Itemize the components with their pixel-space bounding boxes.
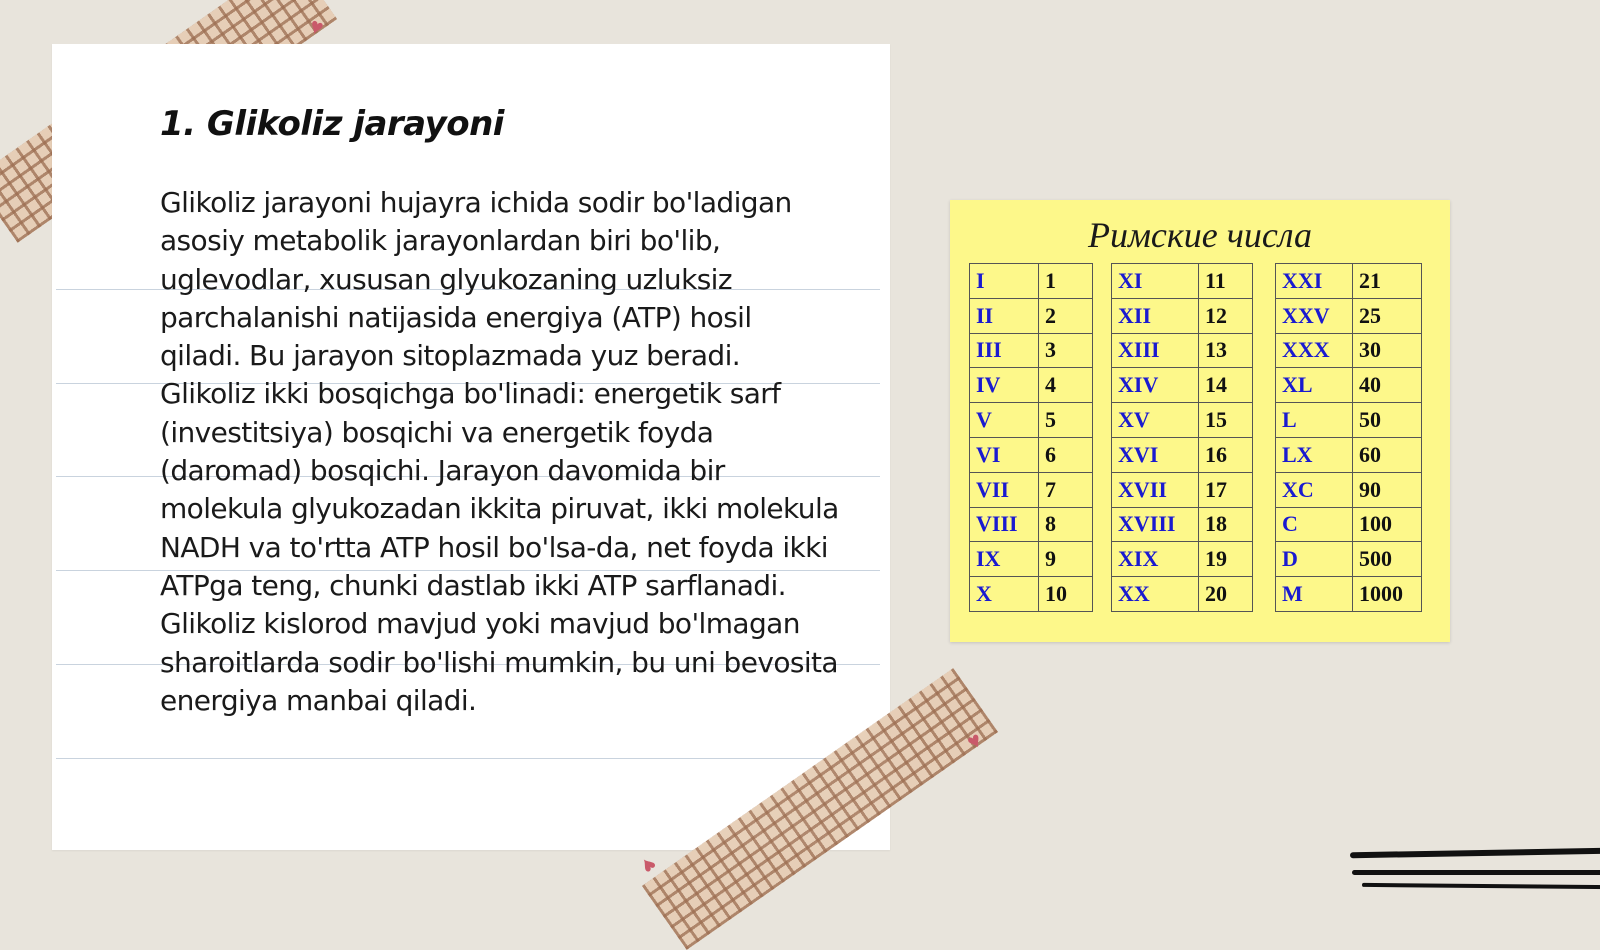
- arabic-number-cell: 4: [1039, 368, 1093, 403]
- arabic-number-cell: 30: [1353, 333, 1422, 368]
- table-row: [1276, 368, 1422, 403]
- slide-title: 1. Glikoliz jarayoni: [160, 104, 504, 144]
- table-row: [970, 472, 1093, 507]
- roman-numeral-cell: XIX: [1112, 542, 1199, 577]
- roman-numeral-cell: XV: [1112, 403, 1199, 438]
- arabic-number-cell: 1000: [1353, 577, 1422, 612]
- arabic-number-cell: 19: [1199, 542, 1253, 577]
- roman-numeral-cell: XXV: [1276, 298, 1353, 333]
- table-row: [1112, 403, 1253, 438]
- roman-numeral-cell: XVII: [1112, 472, 1199, 507]
- table-row: [1112, 368, 1253, 403]
- roman-numeral-cell: XVIII: [1112, 507, 1199, 542]
- roman-numeral-cell: XC: [1276, 472, 1353, 507]
- roman-numeral-cell: VIII: [970, 507, 1039, 542]
- note-paper: [52, 44, 890, 850]
- arabic-number-cell: 9: [1039, 542, 1093, 577]
- table-row: [1112, 542, 1253, 577]
- table-row: [1112, 264, 1253, 299]
- arabic-number-cell: 18: [1199, 507, 1253, 542]
- paper-rule: [56, 758, 880, 759]
- roman-numerals-table: [969, 263, 1093, 612]
- table-row: [970, 507, 1093, 542]
- roman-numeral-cell: D: [1276, 542, 1353, 577]
- roman-numeral-cell: XI: [1112, 264, 1199, 299]
- arabic-number-cell: 10: [1039, 577, 1093, 612]
- roman-numeral-cell: XIV: [1112, 368, 1199, 403]
- roman-numeral-cell: XXX: [1276, 333, 1353, 368]
- roman-numeral-cell: III: [970, 333, 1039, 368]
- table-row: [1276, 403, 1422, 438]
- table-row: [1112, 577, 1253, 612]
- table-row: [970, 264, 1093, 299]
- arabic-number-cell: 3: [1039, 333, 1093, 368]
- table-row: [970, 577, 1093, 612]
- table-row: [1112, 472, 1253, 507]
- roman-numeral-cell: XX: [1112, 577, 1199, 612]
- arabic-number-cell: 21: [1353, 264, 1422, 299]
- brush-stroke: [1362, 883, 1600, 889]
- roman-numerals-card: [950, 200, 1450, 642]
- table-row: [1276, 333, 1422, 368]
- arabic-number-cell: 13: [1199, 333, 1253, 368]
- table-row: [970, 333, 1093, 368]
- table-row: [970, 437, 1093, 472]
- roman-numerals-title: Римские числа: [1087, 215, 1313, 255]
- heart-icon: ♥: [962, 726, 987, 755]
- roman-numeral-cell: XVI: [1112, 437, 1199, 472]
- roman-numeral-cell: X: [970, 577, 1039, 612]
- arabic-number-cell: 1: [1039, 264, 1093, 299]
- arabic-number-cell: 20: [1199, 577, 1253, 612]
- table-row: [970, 368, 1093, 403]
- table-row: [970, 403, 1093, 438]
- slide-body-text: Glikoliz jarayoni hujayra ichida sodir bo'ladigan asosiy metabolik jarayonlardan biri bo'lib, uglevodlar, xususan glyukozaning uzluksiz parchalanishi natijasida energiya (ATP) hosil qiladi. Bu jarayon sitoplazmada yuz beradi. Glikoliz ikki bosqichga bo'linadi: energetik sarf (investitsiya) bosqichi va energetik foyda (daromad) bosqichi. Jarayon davomida bir molekula glyukozadan ikkita piruvat, ikki molekula NADH va to'rtta ATP hosil bo'lsa-da, net foyda ikki ATPga teng, chunki dastlab ikki ATP sarflanadi. Glikoliz kislorod mavjud yoki mavjud bo'lmagan sharoitlarda sodir bo'lishi mumkin, bu uni bevosita energiya manbai qiladi.: [160, 186, 839, 717]
- table-row: [1276, 264, 1422, 299]
- table-row: [970, 542, 1093, 577]
- heart-icon: ♥: [306, 12, 328, 41]
- heart-icon: ♥: [635, 851, 662, 880]
- arabic-number-cell: 15: [1199, 403, 1253, 438]
- arabic-number-cell: 5: [1039, 403, 1093, 438]
- arabic-number-cell: 500: [1353, 542, 1422, 577]
- roman-numeral-cell: L: [1276, 403, 1353, 438]
- arabic-number-cell: 6: [1039, 437, 1093, 472]
- table-row: [1276, 472, 1422, 507]
- roman-numeral-cell: IV: [970, 368, 1039, 403]
- arabic-number-cell: 16: [1199, 437, 1253, 472]
- table-row: [970, 298, 1093, 333]
- roman-numeral-cell: II: [970, 298, 1039, 333]
- arabic-number-cell: 7: [1039, 472, 1093, 507]
- table-row: [1112, 333, 1253, 368]
- table-row: [1276, 542, 1422, 577]
- roman-numeral-cell: VI: [970, 437, 1039, 472]
- brush-stroke: [1350, 848, 1600, 859]
- table-row: [1276, 507, 1422, 542]
- brush-stroke: [1352, 870, 1600, 875]
- roman-numeral-cell: VII: [970, 472, 1039, 507]
- table-row: [1276, 298, 1422, 333]
- arabic-number-cell: 12: [1199, 298, 1253, 333]
- roman-numerals-table: [1275, 263, 1422, 612]
- roman-numerals-table: [1111, 263, 1253, 612]
- roman-numeral-cell: M: [1276, 577, 1353, 612]
- arabic-number-cell: 90: [1353, 472, 1422, 507]
- arabic-number-cell: 8: [1039, 507, 1093, 542]
- roman-numeral-cell: IX: [970, 542, 1039, 577]
- roman-numeral-cell: C: [1276, 507, 1353, 542]
- arabic-number-cell: 2: [1039, 298, 1093, 333]
- arabic-number-cell: 11: [1199, 264, 1253, 299]
- table-row: [1112, 507, 1253, 542]
- table-row: [1112, 437, 1253, 472]
- roman-numeral-cell: I: [970, 264, 1039, 299]
- table-row: [1112, 298, 1253, 333]
- roman-numeral-cell: XIII: [1112, 333, 1199, 368]
- roman-numeral-cell: XII: [1112, 298, 1199, 333]
- roman-numeral-cell: XL: [1276, 368, 1353, 403]
- table-row: [1276, 577, 1422, 612]
- table-row: [1276, 437, 1422, 472]
- arabic-number-cell: 100: [1353, 507, 1422, 542]
- arabic-number-cell: 40: [1353, 368, 1422, 403]
- arabic-number-cell: 17: [1199, 472, 1253, 507]
- roman-numeral-cell: V: [970, 403, 1039, 438]
- arabic-number-cell: 50: [1353, 403, 1422, 438]
- arabic-number-cell: 60: [1353, 437, 1422, 472]
- roman-numeral-cell: LX: [1276, 437, 1353, 472]
- arabic-number-cell: 25: [1353, 298, 1422, 333]
- roman-numeral-cell: XXI: [1276, 264, 1353, 299]
- arabic-number-cell: 14: [1199, 368, 1253, 403]
